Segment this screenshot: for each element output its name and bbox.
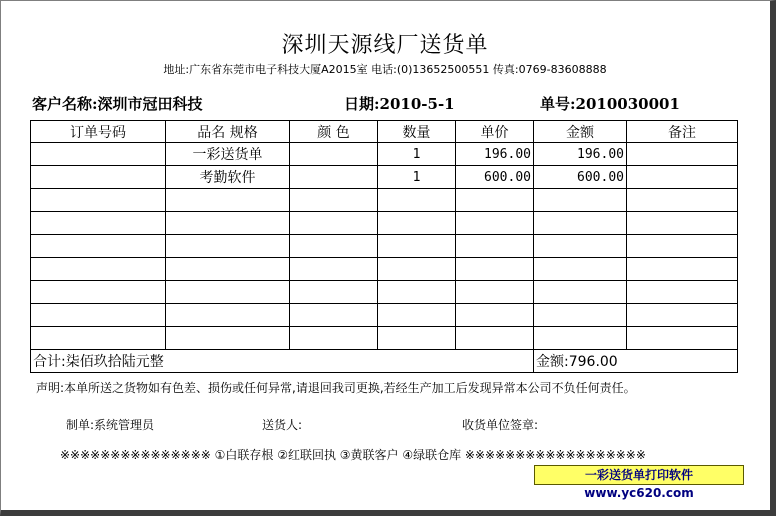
total-in-words: 合计:柒佰玖拾陆元整 bbox=[31, 350, 534, 373]
delivery-date: 日期:2010-5-1 bbox=[344, 95, 455, 113]
cell-quantity bbox=[378, 327, 456, 350]
header-quantity: 数量 bbox=[378, 121, 456, 143]
header-product: 品名 规格 bbox=[166, 121, 290, 143]
delivery-table bbox=[30, 120, 738, 373]
receiver-signature-label: 收货单位签章: bbox=[462, 418, 539, 432]
cell-unit-price bbox=[456, 189, 534, 212]
cell-color bbox=[290, 327, 378, 350]
customer-name: 客户名称:深圳市冠田科技 bbox=[32, 95, 203, 113]
cell-amount: 600.00 bbox=[534, 166, 627, 189]
table-row bbox=[31, 235, 738, 258]
company-contact-line: 地址:广东省东莞市电子科技大厦A2015室 电话:(0)13652500551 传真:0769-83608888 bbox=[163, 63, 607, 76]
cell-unit-price bbox=[456, 304, 534, 327]
table-header-row bbox=[31, 121, 738, 143]
cell-product bbox=[166, 235, 290, 258]
cell-quantity bbox=[378, 212, 456, 235]
cell-quantity: 1 bbox=[378, 143, 456, 166]
cell-color bbox=[290, 212, 378, 235]
header-remarks: 备注 bbox=[627, 121, 738, 143]
cell-product: 一彩送货单 bbox=[166, 143, 290, 166]
statement-text: 声明:本单所送之货物如有色差、损伤或任何异常,请退回我司更换,若经生产加工后发现异常本公司不负任何责任。 bbox=[36, 381, 636, 395]
table-row bbox=[31, 258, 738, 281]
cell-remarks bbox=[627, 212, 738, 235]
table-row bbox=[31, 189, 738, 212]
cell-product bbox=[166, 258, 290, 281]
header-unit-price: 单价 bbox=[456, 121, 534, 143]
total-amount: 金额:796.00 bbox=[534, 350, 738, 373]
cell-remarks bbox=[627, 189, 738, 212]
document-title: 深圳天源线厂送货单 bbox=[281, 33, 489, 58]
cell-amount bbox=[534, 258, 627, 281]
cell-order-no bbox=[31, 258, 166, 281]
cell-unit-price: 600.00 bbox=[456, 166, 534, 189]
cell-order-no bbox=[31, 189, 166, 212]
cell-color bbox=[290, 143, 378, 166]
order-number: 单号:2010030001 bbox=[540, 95, 680, 113]
table-row bbox=[31, 143, 738, 166]
cell-color bbox=[290, 304, 378, 327]
cell-color bbox=[290, 189, 378, 212]
cell-remarks bbox=[627, 327, 738, 350]
cell-color bbox=[290, 166, 378, 189]
deliverer-label: 送货人: bbox=[262, 418, 303, 432]
cell-color bbox=[290, 258, 378, 281]
cell-unit-price: 196.00 bbox=[456, 143, 534, 166]
cell-quantity: 1 bbox=[378, 166, 456, 189]
cell-quantity bbox=[378, 235, 456, 258]
cell-remarks bbox=[627, 304, 738, 327]
cell-amount bbox=[534, 327, 627, 350]
table-row bbox=[31, 166, 738, 189]
cell-quantity bbox=[378, 281, 456, 304]
header-amount: 金额 bbox=[534, 121, 627, 143]
cell-order-no bbox=[31, 212, 166, 235]
cell-remarks bbox=[627, 258, 738, 281]
table-row bbox=[31, 281, 738, 304]
header-order-no: 订单号码 bbox=[31, 121, 166, 143]
cell-amount bbox=[534, 235, 627, 258]
cell-order-no bbox=[31, 143, 166, 166]
cell-amount: 196.00 bbox=[534, 143, 627, 166]
software-badge: 一彩送货单打印软件 www.yc620.com bbox=[534, 465, 744, 485]
cell-remarks bbox=[627, 143, 738, 166]
cell-order-no bbox=[31, 327, 166, 350]
cell-quantity bbox=[378, 304, 456, 327]
cell-unit-price bbox=[456, 258, 534, 281]
cell-product bbox=[166, 281, 290, 304]
cell-order-no bbox=[31, 304, 166, 327]
cell-unit-price bbox=[456, 281, 534, 304]
cell-remarks bbox=[627, 235, 738, 258]
cell-amount bbox=[534, 212, 627, 235]
cell-order-no bbox=[31, 281, 166, 304]
cell-quantity bbox=[378, 189, 456, 212]
header-color: 颜 色 bbox=[290, 121, 378, 143]
cell-product bbox=[166, 327, 290, 350]
cell-color bbox=[290, 235, 378, 258]
cell-order-no bbox=[31, 166, 166, 189]
cell-unit-price bbox=[456, 235, 534, 258]
cell-product bbox=[166, 189, 290, 212]
cell-unit-price bbox=[456, 212, 534, 235]
table-row bbox=[31, 212, 738, 235]
cell-amount bbox=[534, 304, 627, 327]
cell-remarks bbox=[627, 166, 738, 189]
cell-amount bbox=[534, 281, 627, 304]
maker-label: 制单:系统管理员 bbox=[66, 418, 155, 432]
cell-color bbox=[290, 281, 378, 304]
cell-product bbox=[166, 304, 290, 327]
table-row bbox=[31, 304, 738, 327]
cell-quantity bbox=[378, 258, 456, 281]
cell-order-no bbox=[31, 235, 166, 258]
cell-unit-price bbox=[456, 327, 534, 350]
cell-amount bbox=[534, 189, 627, 212]
cell-product: 考勤软件 bbox=[166, 166, 290, 189]
cell-remarks bbox=[627, 281, 738, 304]
table-row bbox=[31, 327, 738, 350]
total-row bbox=[31, 350, 738, 373]
cell-product bbox=[166, 212, 290, 235]
copy-distribution-line: ※※※※※※※※※※※※※※※ ①白联存根 ②红联回执 ③黄联客户 ④绿联仓库 ※※※※※※※※※※※※※※※※※※ bbox=[60, 448, 646, 462]
